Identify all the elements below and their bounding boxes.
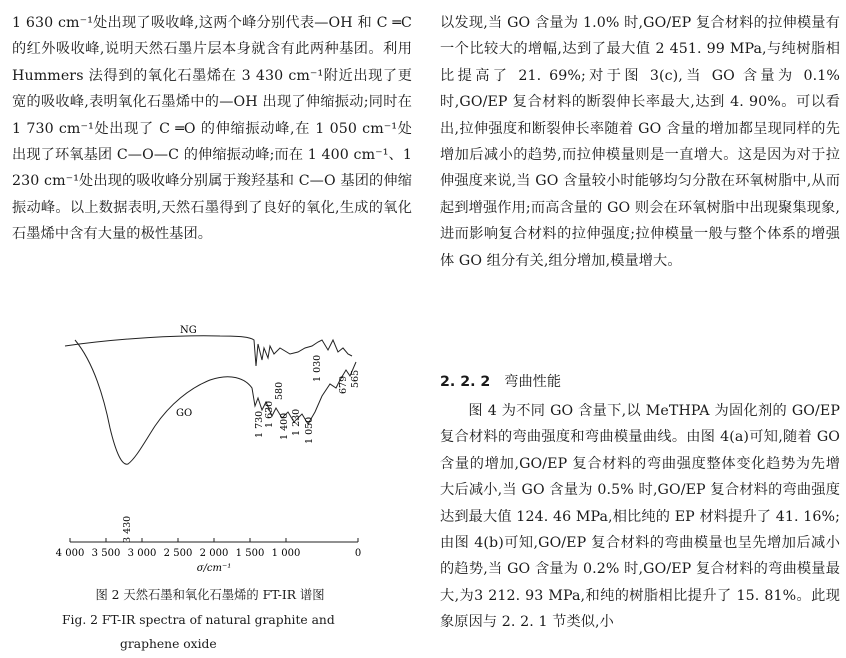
x-axis-label: σ/cm⁻¹ xyxy=(196,563,232,574)
peak-label: 3 430 xyxy=(122,515,133,543)
peak-label: 1 630 xyxy=(264,400,275,428)
x-axis-ticks xyxy=(70,538,358,542)
section-number: 2. 2. 2 xyxy=(440,374,491,390)
right-paragraph-2: 图 4 为不同 GO 含量下,以 MeTHPA 为固化剂的 GO/EP 复合材料的弯曲强度和弯曲模量曲线。由图 4(a)可知,随着 GO 含量的增加,GO/EP 复合材料的弯曲强度整体变化趋势为先增大后减小,当 GO 含量为 0.5% 时,GO/EP 复合材料的弯曲强度达到最大值 124. 46 MPa,相比纯的 EP 材料提升了 41. 16%;由图 4(b)可知,GO/EP 复合材料的弯曲模量也呈先增加后减小的趋势,当 GO 含量为 0.2% 时,GO/EP 复合材料的弯曲模量最大,为3 212. 93 MPa,和纯的树脂相比提升了 15. 81%。此现象原因与 2. 2. 1 节类似,小 xyxy=(440,403,840,631)
peak-label: 580 xyxy=(274,381,285,400)
left-paragraph: 1 630 cm⁻¹处出现了吸收峰,这两个峰分别代表—OH 和 C ═C 的红外吸收峰,说明天然石墨片层本身就含有此两种基团。利用 Hummers 法得到的氧化石墨烯在 3 430 cm⁻¹附近出现了更宽的吸收峰,表明氧化石墨烯中的—OH 出现了伸缩振动;同时在 1 730 cm⁻¹处出现了 C ═O 的伸缩振动峰,在 1 050 cm⁻¹处出现了环氧基团 C—O—C 的伸缩振动峰;而在 1 400 cm⁻¹、1 230 cm⁻¹处出现的吸收峰分别属于羧羟基和 C—O 基团的伸缩振动峰。以上数据表明,天然石墨得到了良好的氧化,生成的氧化石墨烯中含有大量的极性基团。 xyxy=(12,15,412,243)
peak-label: 1 230 xyxy=(291,408,302,436)
peak-label: 1 030 xyxy=(312,354,323,382)
right-paragraph-1: 以发现,当 GO 含量为 1.0% 时,GO/EP 复合材料的拉伸模量有一个比较大的增幅,达到了最大值 2 451. 99 MPa,与纯树脂相比提高了 21. 69%;对于图 3(c),当 GO 含量为 0.1% 时,GO/EP 复合材料的断裂伸长率最大,达到 4. 90%。可以看出,拉伸强度和断裂伸长率随着 GO 含量的增加都呈现同样的先增加后减小的趋势,而拉伸模量则是一直增大。这是因为对于拉伸强度来说,当 GO 含量较小时能够均匀分散在环氧树脂中,从而起到增强作用;而高含量的 GO 则会在环氧树脂中出现聚集现象,进而影响复合材料的拉伸强度;拉伸模量一般与整个体系的增强体 GO 组分有关,组分增加,模量增大。 xyxy=(440,15,840,269)
x-tick-label: 3 500 xyxy=(91,548,121,559)
x-tick-label: 1 000 xyxy=(271,548,301,559)
x-tick-label: 2 000 xyxy=(199,548,229,559)
x-tick-label: 1 500 xyxy=(235,548,265,559)
section-title: 弯曲性能 xyxy=(504,374,562,390)
peak-label: 1 050 xyxy=(304,416,315,444)
x-tick-label: 2 500 xyxy=(163,548,193,559)
ftir-spectra-figure xyxy=(40,318,390,578)
x-tick-label: 3 000 xyxy=(127,548,157,559)
peak-label: 679 xyxy=(338,375,349,394)
figure-caption-en-line1: Fig. 2 FT-IR spectra of natural graphite and xyxy=(62,613,335,627)
peak-label: 1 400 xyxy=(279,412,290,440)
peak-label: 565 xyxy=(350,369,361,388)
section-heading xyxy=(440,372,561,392)
figure-caption-en xyxy=(62,608,362,656)
figure-caption-cn: 图 2 天然石墨和氧化石墨烯的 FT-IR 谱图 xyxy=(95,588,325,602)
go-curve-label: GO xyxy=(176,408,193,419)
ng-curve-label: NG xyxy=(180,325,197,336)
peak-label: 1 730 xyxy=(254,410,265,438)
x-tick-label: 0 xyxy=(354,548,362,559)
figure-caption-en-line2: graphene oxide xyxy=(120,637,217,651)
x-tick-label: 4 000 xyxy=(55,548,85,559)
ng-spectrum-curve xyxy=(65,336,352,366)
